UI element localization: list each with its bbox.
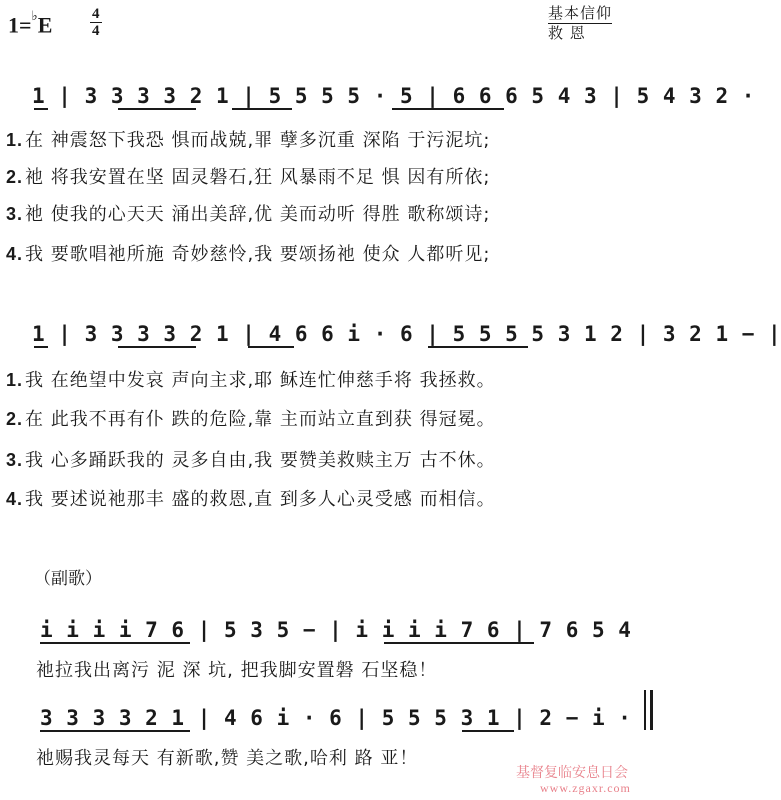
verse-line: 4. 我 要述说祂那丰 盛的救恩,直 到多人心灵受感 而相信。 (6, 489, 496, 510)
chorus-line1-lyrics: 祂拉我出离污 泥 深 坑, 把我脚安置磐 石坚稳！ (36, 660, 438, 681)
verse-line: 1. 在 神震怒下我恐 惧而战兢,罪 孽多沉重 深陷 于污泥坑; (6, 130, 491, 151)
chorus-label: （副歌） (34, 569, 102, 589)
underline (40, 730, 190, 732)
underline (34, 346, 48, 348)
verse-line: 4. 我 要歌唱祂所施 奇妙慈怜,我 要颂扬祂 使众 人都听见; (6, 244, 491, 265)
watermark-site-name: 基督复临安息日会 (516, 766, 628, 781)
section2-notes: 1 | 3 3 3 3 2 1 | 4 6 6 i · 6 | 5 5 5 5 3 1 2 | 3 2 1 − | (32, 322, 781, 346)
chorus-line2-lyrics: 祂赐我灵每天 有新歌,赞 美之歌,哈利 路 亚！ (36, 748, 419, 769)
verse-line: 2. 祂 将我安置在坚 固灵磐石,狂 风暴雨不足 惧 因有所依; (6, 167, 491, 188)
key-signature: 1=♭E (8, 8, 53, 38)
underline (392, 108, 504, 110)
underline (462, 730, 514, 732)
meter-top: 4 (92, 6, 100, 22)
chorus-line2-notes: 3 3 3 3 2 1 | 4 6 i · 6 | 5 5 5 3 1 | 2 − i · (40, 706, 632, 730)
verse-line: 3. 祂 使我的心天天 涌出美辞,优 美而动听 得胜 歌称颂诗; (6, 204, 491, 225)
verse-line: 3. 我 心多踊跃我的 灵多自由,我 要赞美救赎主万 古不休。 (6, 450, 496, 471)
underline (248, 346, 294, 348)
underline (40, 642, 190, 644)
underline (384, 642, 534, 644)
verse-line: 1. 我 在绝望中发哀 声向主求,耶 稣连忙伸慈手将 我拯救。 (6, 370, 496, 391)
underline (118, 346, 196, 348)
hymn-group: 基本信仰 (548, 4, 613, 22)
section1-notes: 1 | 3 3 3 3 2 1 | 5 5 5 5 · 5 | 6 6 6 5 4 3 | 5 4 3 2 · (32, 84, 755, 108)
watermark-url: www.zgaxr.com (540, 781, 631, 795)
final-barline-thick (650, 690, 653, 730)
meter-bottom: 4 (92, 23, 100, 39)
hymn-credit (548, 4, 612, 43)
underline (34, 108, 48, 110)
chorus-line1-notes: i i i i 7 6 | 5 3 5 − | i i i i 7 6 | 7 6 5 4 (40, 618, 632, 642)
final-barline-thin (644, 690, 646, 730)
underline (232, 108, 292, 110)
underline (118, 108, 196, 110)
time-signature (90, 6, 102, 39)
underline (428, 346, 528, 348)
hymn-title: 救 恩 (548, 24, 586, 42)
verse-line: 2. 在 此我不再有仆 跌的危险,靠 主而站立直到获 得冠冕。 (6, 409, 496, 430)
